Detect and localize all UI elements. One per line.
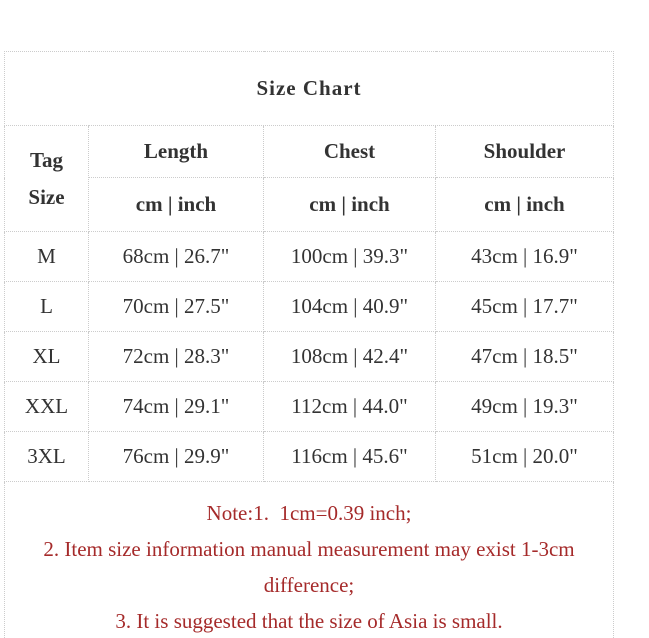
size-cell: XL [5,332,89,382]
size-cell: L [5,282,89,332]
column-header-shoulder: Shoulder [436,126,614,178]
shoulder-cell: 51cm | 20.0" [436,432,614,482]
note-line-1: Note:1. 1cm=0.39 inch; [206,501,412,525]
notes-row [5,482,614,638]
chest-cell: 116cm | 45.6" [264,432,436,482]
table-row-xxl [5,382,614,432]
shoulder-cell: 45cm | 17.7" [436,282,614,332]
shoulder-cell: 47cm | 18.5" [436,332,614,382]
length-cell: 76cm | 29.9" [89,432,264,482]
note-line-3: 3. It is suggested that the size of Asia is small. [115,609,503,633]
column-header-chest: Chest [264,126,436,178]
chest-cell: 100cm | 39.3" [264,232,436,282]
length-cell: 74cm | 29.1" [89,382,264,432]
column-header-length: Length [89,126,264,178]
length-cell: 72cm | 28.3" [89,332,264,382]
tag-label-line1: Tag [29,147,64,172]
shoulder-cell: 43cm | 16.9" [436,232,614,282]
table-row-xl [5,332,614,382]
table-row-m [5,232,614,282]
unit-header-row [5,178,614,232]
size-cell: M [5,232,89,282]
unit-header-chest: cm | inch [264,178,436,232]
notes-block [5,482,614,638]
chest-cell: 112cm | 44.0" [264,382,436,432]
header-row [5,126,614,178]
column-header-tag-size [5,126,89,232]
tag-label-line2: Size [28,184,65,209]
table-row-3xl [5,432,614,482]
unit-header-shoulder: cm | inch [436,178,614,232]
size-chart-table [4,51,614,638]
unit-header-length: cm | inch [89,178,264,232]
chest-cell: 104cm | 40.9" [264,282,436,332]
chest-cell: 108cm | 42.4" [264,332,436,382]
length-cell: 70cm | 27.5" [89,282,264,332]
length-cell: 68cm | 26.7" [89,232,264,282]
size-cell: XXL [5,382,89,432]
title-row [5,52,614,126]
note-line-2: 2. Item size information manual measurement may exist 1-3cm difference; [43,537,580,597]
table-row-l [5,282,614,332]
size-cell: 3XL [5,432,89,482]
size-chart-title: Size Chart [5,52,614,126]
shoulder-cell: 49cm | 19.3" [436,382,614,432]
